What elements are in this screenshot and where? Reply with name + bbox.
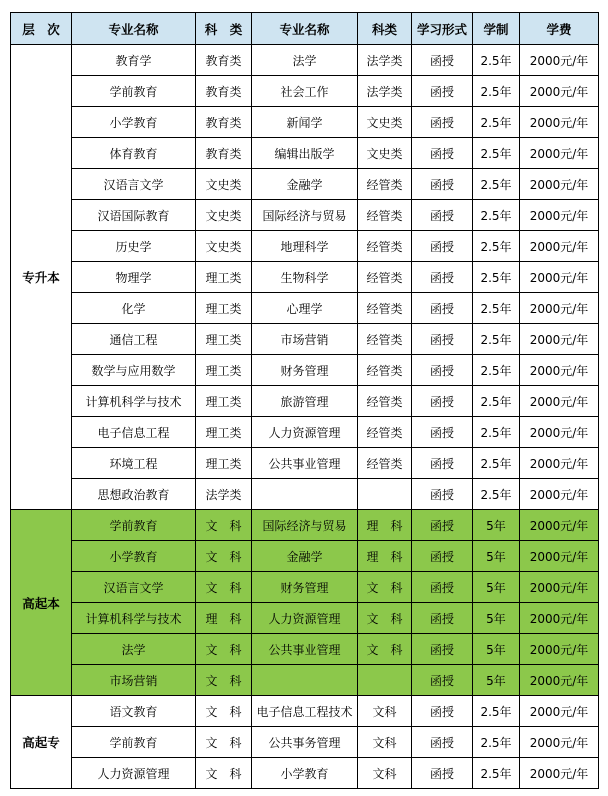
study-mode-cell: 函授 (412, 293, 473, 324)
major-b-cell: 公共事业管理 (252, 448, 358, 479)
major-a-cell: 思想政治教育 (72, 479, 196, 510)
tuition-cell: 2000元/年 (520, 45, 599, 76)
table-row (11, 541, 599, 572)
section-gaoqiben (11, 510, 599, 696)
header-tuition: 学费 (520, 13, 599, 45)
category-b-cell: 经管类 (358, 262, 412, 293)
category-b-cell: 经管类 (358, 417, 412, 448)
category-b-cell: 文史类 (358, 138, 412, 169)
table-row (11, 169, 599, 200)
major-a-cell: 数学与应用数学 (72, 355, 196, 386)
table-row (11, 479, 599, 510)
category-a-cell: 教育类 (196, 107, 252, 138)
study-mode-cell: 函授 (412, 665, 473, 696)
tuition-cell: 2000元/年 (520, 696, 599, 727)
category-a-cell: 教育类 (196, 76, 252, 107)
major-b-cell: 地理科学 (252, 231, 358, 262)
study-mode-cell: 函授 (412, 107, 473, 138)
category-b-cell: 法学类 (358, 45, 412, 76)
major-a-cell: 通信工程 (72, 324, 196, 355)
category-b-cell: 文科 (358, 696, 412, 727)
study-mode-cell: 函授 (412, 262, 473, 293)
category-a-cell: 文 科 (196, 696, 252, 727)
duration-cell: 2.5年 (473, 76, 520, 107)
table-row (11, 634, 599, 665)
category-a-cell: 文 科 (196, 665, 252, 696)
study-mode-cell: 函授 (412, 200, 473, 231)
header-major-a: 专业名称 (72, 13, 196, 45)
major-b-cell: 财务管理 (252, 355, 358, 386)
major-b-cell (252, 479, 358, 510)
major-a-cell: 市场营销 (72, 665, 196, 696)
tuition-cell: 2000元/年 (520, 417, 599, 448)
table-row (11, 417, 599, 448)
duration-cell: 2.5年 (473, 138, 520, 169)
header-study-mode: 学习形式 (412, 13, 473, 45)
tuition-cell: 2000元/年 (520, 386, 599, 417)
duration-cell: 2.5年 (473, 107, 520, 138)
major-b-cell: 小学教育 (252, 758, 358, 789)
duration-cell: 2.5年 (473, 696, 520, 727)
study-mode-cell: 函授 (412, 355, 473, 386)
study-mode-cell: 函授 (412, 727, 473, 758)
duration-cell: 2.5年 (473, 324, 520, 355)
category-b-cell: 文 科 (358, 572, 412, 603)
category-a-cell: 教育类 (196, 45, 252, 76)
major-a-cell: 物理学 (72, 262, 196, 293)
category-b-cell: 经管类 (358, 355, 412, 386)
category-b-cell: 法学类 (358, 76, 412, 107)
duration-cell: 2.5年 (473, 355, 520, 386)
study-mode-cell: 函授 (412, 138, 473, 169)
category-a-cell: 文史类 (196, 169, 252, 200)
major-b-cell: 人力资源管理 (252, 603, 358, 634)
study-mode-cell: 函授 (412, 541, 473, 572)
category-a-cell: 文 科 (196, 727, 252, 758)
major-a-cell: 体育教育 (72, 138, 196, 169)
major-b-cell: 编辑出版学 (252, 138, 358, 169)
header-duration: 学制 (473, 13, 520, 45)
table-row (11, 45, 599, 76)
tuition-cell: 2000元/年 (520, 479, 599, 510)
category-a-cell: 法学类 (196, 479, 252, 510)
tuition-cell: 2000元/年 (520, 138, 599, 169)
duration-cell: 2.5年 (473, 293, 520, 324)
category-a-cell: 理工类 (196, 448, 252, 479)
category-b-cell: 经管类 (358, 169, 412, 200)
major-a-cell: 计算机科学与技术 (72, 603, 196, 634)
header-row (11, 13, 599, 45)
tuition-cell: 2000元/年 (520, 572, 599, 603)
table-row (11, 386, 599, 417)
major-b-cell: 市场营销 (252, 324, 358, 355)
study-mode-cell: 函授 (412, 231, 473, 262)
duration-cell: 5年 (473, 510, 520, 541)
category-a-cell: 理工类 (196, 386, 252, 417)
major-b-cell: 社会工作 (252, 76, 358, 107)
table-row (11, 200, 599, 231)
header-level: 层 次 (11, 13, 72, 45)
majors-table (10, 12, 599, 789)
category-b-cell: 经管类 (358, 324, 412, 355)
duration-cell: 2.5年 (473, 169, 520, 200)
table-row (11, 727, 599, 758)
table-row (11, 448, 599, 479)
level-cell: 专升本 (11, 45, 72, 510)
category-a-cell: 理工类 (196, 417, 252, 448)
duration-cell: 2.5年 (473, 200, 520, 231)
tuition-cell: 2000元/年 (520, 727, 599, 758)
category-b-cell (358, 665, 412, 696)
duration-cell: 2.5年 (473, 479, 520, 510)
major-a-cell: 教育学 (72, 45, 196, 76)
study-mode-cell: 函授 (412, 324, 473, 355)
study-mode-cell: 函授 (412, 76, 473, 107)
category-a-cell: 教育类 (196, 138, 252, 169)
major-b-cell: 旅游管理 (252, 386, 358, 417)
category-b-cell: 文 科 (358, 634, 412, 665)
category-b-cell: 理 科 (358, 510, 412, 541)
study-mode-cell: 函授 (412, 479, 473, 510)
category-b-cell: 文科 (358, 758, 412, 789)
table-row (11, 572, 599, 603)
tuition-cell: 2000元/年 (520, 634, 599, 665)
major-b-cell (252, 665, 358, 696)
tuition-cell: 2000元/年 (520, 293, 599, 324)
major-a-cell: 化学 (72, 293, 196, 324)
tuition-cell: 2000元/年 (520, 758, 599, 789)
major-a-cell: 学前教育 (72, 510, 196, 541)
table-row (11, 262, 599, 293)
category-a-cell: 文 科 (196, 758, 252, 789)
major-b-cell: 人力资源管理 (252, 417, 358, 448)
category-b-cell: 经管类 (358, 293, 412, 324)
major-b-cell: 心理学 (252, 293, 358, 324)
table-row (11, 355, 599, 386)
major-b-cell: 生物科学 (252, 262, 358, 293)
table-row (11, 510, 599, 541)
major-a-cell: 学前教育 (72, 727, 196, 758)
category-a-cell: 文史类 (196, 200, 252, 231)
tuition-cell: 2000元/年 (520, 169, 599, 200)
study-mode-cell: 函授 (412, 634, 473, 665)
category-a-cell: 文史类 (196, 231, 252, 262)
duration-cell: 2.5年 (473, 727, 520, 758)
major-b-cell: 新闻学 (252, 107, 358, 138)
category-a-cell: 文 科 (196, 634, 252, 665)
major-a-cell: 汉语言文学 (72, 572, 196, 603)
category-b-cell (358, 479, 412, 510)
section-zhuanshengben (11, 45, 599, 510)
study-mode-cell: 函授 (412, 510, 473, 541)
duration-cell: 2.5年 (473, 448, 520, 479)
major-b-cell: 金融学 (252, 169, 358, 200)
tuition-cell: 2000元/年 (520, 603, 599, 634)
tuition-cell: 2000元/年 (520, 200, 599, 231)
major-b-cell: 金融学 (252, 541, 358, 572)
duration-cell: 5年 (473, 572, 520, 603)
major-a-cell: 人力资源管理 (72, 758, 196, 789)
study-mode-cell: 函授 (412, 696, 473, 727)
study-mode-cell: 函授 (412, 448, 473, 479)
duration-cell: 2.5年 (473, 262, 520, 293)
tuition-cell: 2000元/年 (520, 324, 599, 355)
major-a-cell: 小学教育 (72, 107, 196, 138)
duration-cell: 2.5年 (473, 45, 520, 76)
duration-cell: 2.5年 (473, 231, 520, 262)
category-b-cell: 文科 (358, 727, 412, 758)
major-a-cell: 法学 (72, 634, 196, 665)
major-a-cell: 语文教育 (72, 696, 196, 727)
table-row (11, 138, 599, 169)
study-mode-cell: 函授 (412, 758, 473, 789)
duration-cell: 5年 (473, 634, 520, 665)
category-b-cell: 文史类 (358, 107, 412, 138)
duration-cell: 2.5年 (473, 386, 520, 417)
major-b-cell: 公共事业管理 (252, 634, 358, 665)
table-row (11, 107, 599, 138)
table-row (11, 603, 599, 634)
category-b-cell: 文 科 (358, 603, 412, 634)
category-b-cell: 经管类 (358, 231, 412, 262)
tuition-cell: 2000元/年 (520, 107, 599, 138)
table-row (11, 324, 599, 355)
duration-cell: 5年 (473, 665, 520, 696)
duration-cell: 2.5年 (473, 758, 520, 789)
category-b-cell: 经管类 (358, 448, 412, 479)
table-row (11, 293, 599, 324)
study-mode-cell: 函授 (412, 603, 473, 634)
tuition-cell: 2000元/年 (520, 231, 599, 262)
category-a-cell: 理工类 (196, 355, 252, 386)
major-a-cell: 汉语言文学 (72, 169, 196, 200)
category-a-cell: 文 科 (196, 572, 252, 603)
major-a-cell: 学前教育 (72, 76, 196, 107)
major-b-cell: 电子信息工程技术 (252, 696, 358, 727)
tuition-cell: 2000元/年 (520, 510, 599, 541)
level-cell: 高起本 (11, 510, 72, 696)
category-a-cell: 理工类 (196, 324, 252, 355)
major-a-cell: 历史学 (72, 231, 196, 262)
major-a-cell: 计算机科学与技术 (72, 386, 196, 417)
study-mode-cell: 函授 (412, 417, 473, 448)
tuition-cell: 2000元/年 (520, 665, 599, 696)
duration-cell: 5年 (473, 541, 520, 572)
category-b-cell: 理 科 (358, 541, 412, 572)
header-category-b: 科类 (358, 13, 412, 45)
section-gaoqizhuan (11, 696, 599, 789)
major-a-cell: 电子信息工程 (72, 417, 196, 448)
table-row (11, 665, 599, 696)
study-mode-cell: 函授 (412, 386, 473, 417)
tuition-cell: 2000元/年 (520, 355, 599, 386)
tuition-cell: 2000元/年 (520, 541, 599, 572)
major-b-cell: 国际经济与贸易 (252, 200, 358, 231)
major-b-cell: 公共事务管理 (252, 727, 358, 758)
category-a-cell: 文 科 (196, 541, 252, 572)
tuition-cell: 2000元/年 (520, 76, 599, 107)
table-row (11, 231, 599, 262)
study-mode-cell: 函授 (412, 572, 473, 603)
study-mode-cell: 函授 (412, 45, 473, 76)
category-a-cell: 理工类 (196, 293, 252, 324)
major-a-cell: 小学教育 (72, 541, 196, 572)
category-b-cell: 经管类 (358, 200, 412, 231)
major-b-cell: 财务管理 (252, 572, 358, 603)
tuition-cell: 2000元/年 (520, 448, 599, 479)
table-row (11, 76, 599, 107)
header-category-a: 科 类 (196, 13, 252, 45)
major-b-cell: 法学 (252, 45, 358, 76)
category-a-cell: 理工类 (196, 262, 252, 293)
table-row (11, 758, 599, 789)
category-a-cell: 文 科 (196, 510, 252, 541)
major-a-cell: 汉语国际教育 (72, 200, 196, 231)
duration-cell: 2.5年 (473, 417, 520, 448)
header-major-b: 专业名称 (252, 13, 358, 45)
study-mode-cell: 函授 (412, 169, 473, 200)
tuition-cell: 2000元/年 (520, 262, 599, 293)
table-row (11, 696, 599, 727)
major-b-cell: 国际经济与贸易 (252, 510, 358, 541)
category-a-cell: 理 科 (196, 603, 252, 634)
level-cell: 高起专 (11, 696, 72, 789)
duration-cell: 5年 (473, 603, 520, 634)
category-b-cell: 经管类 (358, 386, 412, 417)
major-a-cell: 环境工程 (72, 448, 196, 479)
